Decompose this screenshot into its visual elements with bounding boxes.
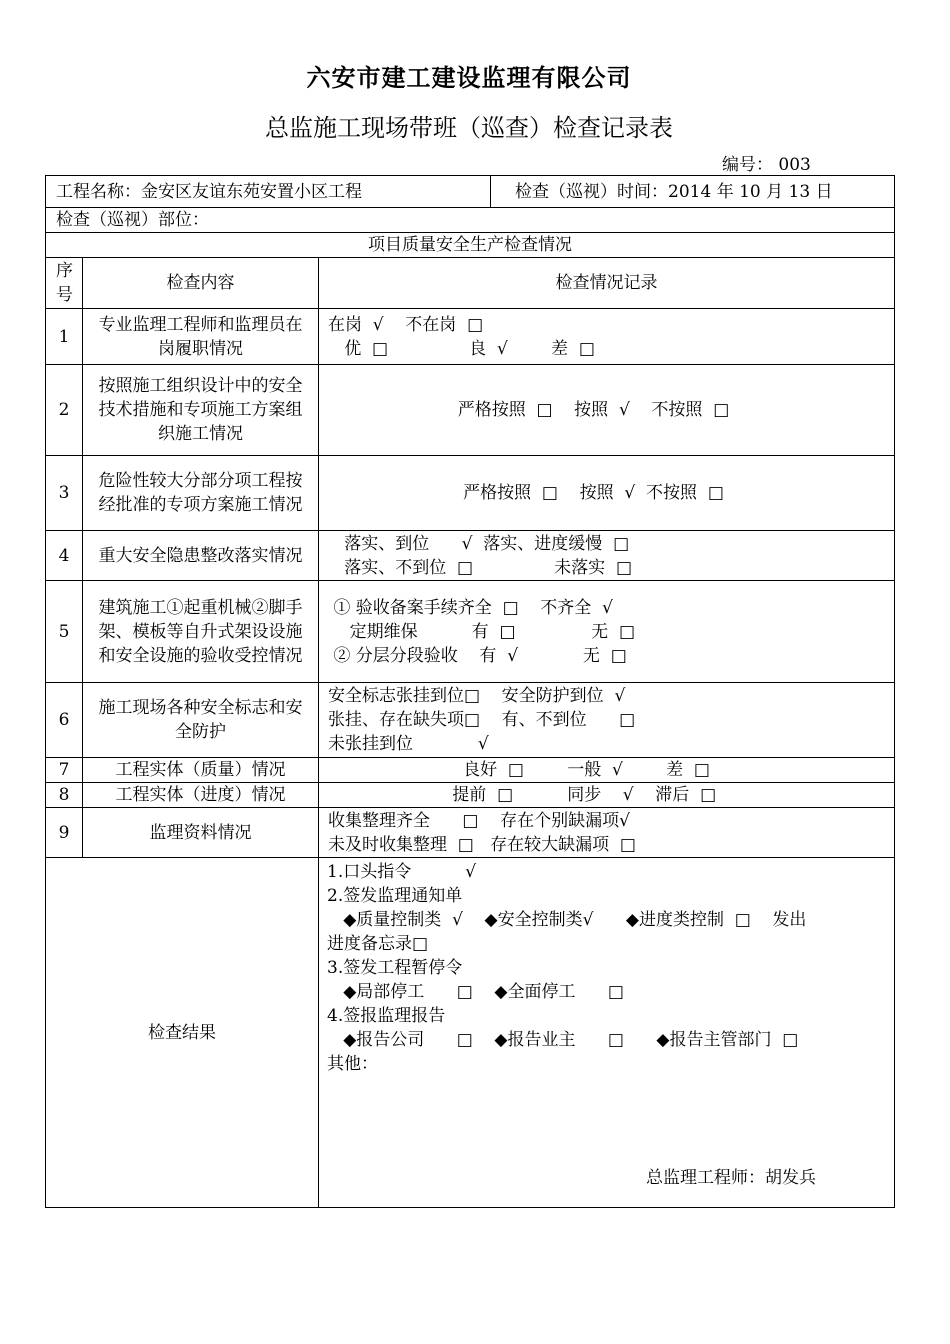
result-line: ◆报告公司 □ ◆报告业主 □ ◆报告主管部门 □ — [327, 1030, 799, 1050]
form-title: 总监施工现场带班（巡查）检查记录表 — [265, 114, 673, 142]
record-line: ② 分层分段验收 有 √ 无 □ — [328, 645, 627, 666]
table-row — [46, 531, 895, 581]
project-info-row — [46, 176, 895, 208]
check-item-content: 工程实体（进度）情况 — [83, 783, 319, 808]
record-line: 提前 □ 同步 √ 滞后 □ — [328, 785, 717, 805]
item-number: 6 — [46, 683, 83, 758]
check-record — [319, 808, 895, 858]
check-item-content: 施工现场各种安全标志和安全防护 — [83, 683, 319, 758]
result-line: ◆局部停工 □ ◆全面停工 □ — [327, 982, 624, 1002]
result-content — [319, 858, 895, 1208]
check-item-content: 按照施工组织设计中的安全技术措施和专项施工方案组织施工情况 — [83, 365, 319, 456]
table-row — [46, 456, 895, 531]
table-row — [46, 808, 895, 858]
table-row — [46, 758, 895, 783]
item-number: 9 — [46, 808, 83, 858]
record-line: 严格按照 □ 按照 √ 不按照 □ — [328, 400, 730, 420]
record-line: 良好 □ 一般 √ 差 □ — [328, 760, 710, 780]
column-header-no: 序号 — [46, 258, 83, 309]
column-header-content: 检查内容 — [83, 258, 319, 309]
item-number: 4 — [46, 531, 83, 581]
section-title: 项目质量安全生产检查情况 — [46, 233, 895, 258]
project-name: 工程名称：金安区友谊东苑安置小区工程 — [46, 176, 491, 208]
record-line: 安全标志张挂到位□ 安全防护到位 √ — [328, 686, 626, 706]
record-line: 未张挂到位 √ — [328, 734, 489, 754]
result-line: 进度备忘录□ — [327, 934, 429, 954]
record-line: 优 □ 良 √ 差 □ — [328, 338, 595, 359]
section-title-row — [46, 233, 895, 258]
check-item-content: 工程实体（质量）情况 — [83, 758, 319, 783]
column-header-row — [46, 258, 895, 309]
table-row — [46, 783, 895, 808]
record-line: 落实、到位 √ 落实、进度缓慢 □ — [328, 533, 630, 554]
result-label: 检查结果 — [46, 858, 319, 1208]
result-lines — [327, 860, 886, 1076]
inspection-time: 检查（巡视）时间：2014 年 10 月 13 日 — [491, 176, 895, 208]
company-name: 六安市建工建设监理有限公司 — [306, 63, 632, 92]
record-line: ① 验收备案手续齐全 □ 不齐全 √ — [328, 597, 613, 618]
record-line: 收集整理齐全 □ 存在个别缺漏项√ — [328, 810, 630, 831]
check-item-content: 建筑施工①起重机械②脚手架、模板等自升式架设设施和安全设施的验收受控情况 — [83, 581, 319, 683]
record-line: 落实、不到位 □ 未落实 □ — [328, 557, 633, 578]
signature: 总监理工程师：胡发兵 — [646, 1168, 817, 1188]
inspection-location: 检查（巡视）部位： — [46, 208, 895, 233]
record-line: 定期维保 有 □ 无 □ — [328, 621, 636, 642]
check-record — [319, 531, 895, 581]
check-record — [319, 581, 895, 683]
result-line: 2.签发监理通知单 — [327, 886, 463, 906]
check-item-content: 监理资料情况 — [83, 808, 319, 858]
check-record — [319, 683, 895, 758]
serial-number: 编号： 003 — [722, 155, 811, 175]
check-record — [319, 365, 895, 456]
column-header-record: 检查情况记录 — [319, 258, 895, 309]
record-line: 严格按照 □ 按照 √ 不按照 □ — [328, 483, 724, 503]
item-number: 8 — [46, 783, 83, 808]
result-line: 其他： — [327, 1054, 378, 1074]
item-number: 1 — [46, 309, 83, 365]
result-line: ◆质量控制类 √ ◆安全控制类√ ◆进度类控制 □ 发出 — [327, 910, 807, 930]
result-line: 1.口头指令 √ — [327, 862, 477, 882]
check-record — [319, 309, 895, 365]
table-row — [46, 683, 895, 758]
item-number: 7 — [46, 758, 83, 783]
item-number: 2 — [46, 365, 83, 456]
check-record — [319, 758, 895, 783]
item-number: 3 — [46, 456, 83, 531]
record-line: 张挂、存在缺失项□ 有、不到位 □ — [328, 710, 636, 730]
check-item-content: 专业监理工程师和监理员在岗履职情况 — [83, 309, 319, 365]
table-row — [46, 365, 895, 456]
location-row — [46, 208, 895, 233]
check-record — [319, 783, 895, 808]
record-line: 未及时收集整理 □ 存在较大缺漏项 □ — [328, 834, 636, 855]
table-row — [46, 309, 895, 365]
record-line: 在岗 √ 不在岗 □ — [328, 314, 484, 335]
inspection-form-table — [45, 175, 895, 1208]
result-line: 4.签报监理报告 — [327, 1006, 446, 1026]
check-item-content: 危险性较大分部分项工程按经批准的专项方案施工情况 — [83, 456, 319, 531]
check-record — [319, 456, 895, 531]
item-number: 5 — [46, 581, 83, 683]
table-row — [46, 581, 895, 683]
result-row — [46, 858, 895, 1208]
result-line: 3.签发工程暂停令 — [327, 958, 463, 978]
check-item-content: 重大安全隐患整改落实情况 — [83, 531, 319, 581]
